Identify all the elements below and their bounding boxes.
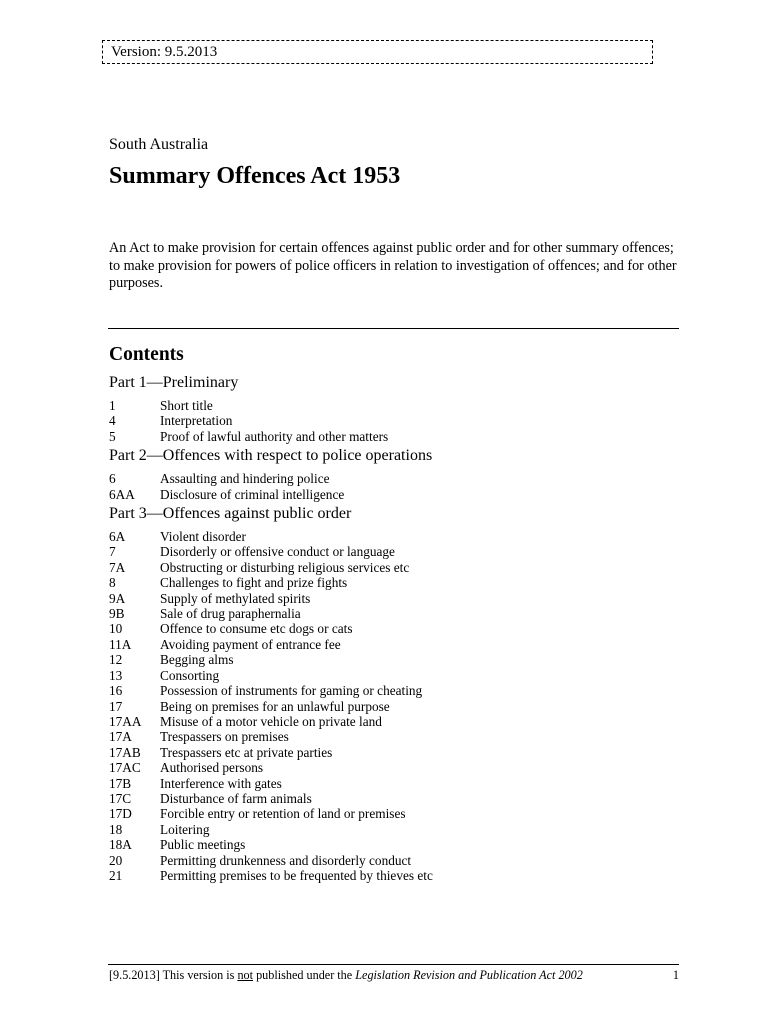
section-number: 17C — [109, 790, 132, 806]
toc-entry[interactable] — [109, 606, 679, 621]
section-title: Assaulting and hindering police — [160, 471, 330, 487]
toc-entry[interactable] — [109, 471, 679, 486]
footer-text — [109, 967, 583, 983]
version-box — [102, 40, 653, 64]
section-title: Disorderly or offensive conduct or language — [160, 544, 395, 560]
section-number: 11A — [109, 636, 132, 652]
toc-entry[interactable] — [109, 760, 679, 775]
toc-entry[interactable] — [109, 487, 679, 502]
section-title: Short title — [160, 398, 213, 413]
toc-entry[interactable] — [109, 575, 679, 590]
section-title: Authorised persons — [160, 760, 264, 776]
toc-entry[interactable] — [109, 429, 679, 444]
section-title: Supply of methylated spirits — [160, 590, 311, 606]
contents-heading: Contents — [109, 344, 184, 365]
section-title: Sale of drug paraphernalia — [160, 606, 301, 622]
section-number: 17AA — [109, 713, 142, 729]
section-number: 8 — [109, 575, 116, 591]
section-number: 18A — [109, 837, 132, 853]
toc-entry[interactable] — [109, 791, 679, 806]
toc-entry[interactable] — [109, 621, 679, 636]
page-footer — [109, 967, 679, 983]
long-title: An Act to make provision for certain offences against public order and for other summary offences; to make provision for powers of police officers in relation to investigation of offences; and for other purposes. — [109, 240, 677, 291]
section-number: 7A — [109, 559, 126, 575]
footer-text-middle: published under the — [256, 968, 353, 982]
part-heading: Part 1—Preliminary — [109, 374, 239, 391]
toc-entry[interactable] — [109, 699, 679, 714]
section-title: Interpretation — [160, 413, 233, 429]
section-number: 5 — [109, 428, 116, 444]
section-number: 12 — [109, 652, 123, 668]
toc-entry[interactable] — [109, 652, 679, 667]
section-number: 18 — [109, 821, 123, 837]
toc-entry[interactable] — [109, 413, 679, 428]
footer-text-before: This version is — [162, 968, 235, 982]
section-title: Challenges to fight and prize fights — [160, 575, 348, 591]
toc-entry[interactable] — [109, 837, 679, 852]
section-title: Avoiding payment of entrance fee — [160, 636, 341, 652]
section-number: 17A — [109, 729, 132, 745]
toc-entry[interactable] — [109, 868, 679, 883]
section-title: Permitting premises to be frequented by thieves etc — [160, 867, 433, 883]
part-heading: Part 2—Offences with respect to police operations — [109, 447, 433, 465]
section-title: Possession of instruments for gaming or cheating — [160, 683, 423, 699]
section-title: Consorting — [160, 667, 220, 683]
section-number: 17D — [109, 806, 132, 822]
section-number: 9A — [109, 590, 126, 606]
section-number: 6 — [109, 471, 116, 487]
toc-entry[interactable] — [109, 560, 679, 575]
page-number: 1 — [672, 968, 679, 982]
toc-entry[interactable] — [109, 822, 679, 837]
section-number: 10 — [109, 621, 123, 637]
section-title: Trespassers etc at private parties — [160, 744, 333, 760]
section-number: 13 — [109, 667, 123, 683]
jurisdiction: South Australia — [109, 136, 209, 153]
section-number: 17AC — [109, 760, 141, 776]
toc-entry[interactable] — [109, 591, 679, 606]
toc-entry[interactable] — [109, 853, 679, 868]
section-title: Begging alms — [160, 652, 234, 668]
version-label: Version: 9.5.2013 — [111, 44, 218, 60]
section-number: 4 — [109, 413, 116, 429]
section-title: Forcible entry or retention of land or premises — [160, 806, 406, 822]
section-title: Proof of lawful authority and other matters — [160, 428, 389, 444]
toc-entry[interactable] — [109, 714, 679, 729]
section-number: 21 — [109, 867, 123, 883]
section-title: Misuse of a motor vehicle on private land — [160, 713, 382, 729]
section-number: 17 — [109, 698, 123, 714]
table-of-contents — [109, 373, 679, 885]
part-heading: Part 3—Offences against public order — [109, 505, 352, 523]
section-number: 7 — [109, 544, 116, 560]
section-list — [109, 398, 679, 444]
section-title: Violent disorder — [160, 529, 246, 545]
section-title: Being on premises for an unlawful purpose — [160, 698, 390, 714]
toc-entry[interactable] — [109, 398, 679, 413]
footer-date: [9.5.2013] — [109, 968, 160, 982]
section-title: Disturbance of farm animals — [160, 790, 312, 806]
section-title: Interference with gates — [160, 775, 282, 791]
toc-entry[interactable] — [109, 729, 679, 744]
footer-divider — [108, 964, 679, 965]
toc-entry[interactable] — [109, 776, 679, 791]
toc-entry[interactable] — [109, 668, 679, 683]
section-number: 17B — [109, 775, 132, 791]
section-list — [109, 529, 679, 883]
toc-entry[interactable] — [109, 637, 679, 652]
section-number: 17AB — [109, 744, 141, 760]
section-title: Trespassers on premises — [160, 729, 289, 745]
toc-entry[interactable] — [109, 806, 679, 821]
footer-not: not — [237, 968, 254, 982]
toc-entry[interactable] — [109, 745, 679, 760]
section-title: Obstructing or disturbing religious services etc — [160, 559, 410, 575]
section-number: 20 — [109, 852, 123, 868]
toc-entry[interactable] — [109, 529, 679, 544]
divider — [108, 328, 679, 329]
section-number: 1 — [109, 398, 116, 413]
section-number: 9B — [109, 606, 125, 622]
footer-legislation: Legislation Revision and Publication Act 2002 — [355, 968, 583, 982]
section-list — [109, 471, 679, 502]
toc-entry[interactable] — [109, 683, 679, 698]
section-title: Permitting drunkenness and disorderly conduct — [160, 852, 412, 868]
section-number: 16 — [109, 683, 123, 699]
section-title: Loitering — [160, 821, 210, 837]
section-number: 6A — [109, 529, 126, 545]
section-number: 6AA — [109, 486, 135, 502]
section-title: Offence to consume etc dogs or cats — [160, 621, 353, 637]
toc-entry[interactable] — [109, 544, 679, 559]
section-title: Public meetings — [160, 837, 246, 853]
section-title: Disclosure of criminal intelligence — [160, 486, 345, 502]
act-title: Summary Offences Act 1953 — [109, 163, 401, 189]
